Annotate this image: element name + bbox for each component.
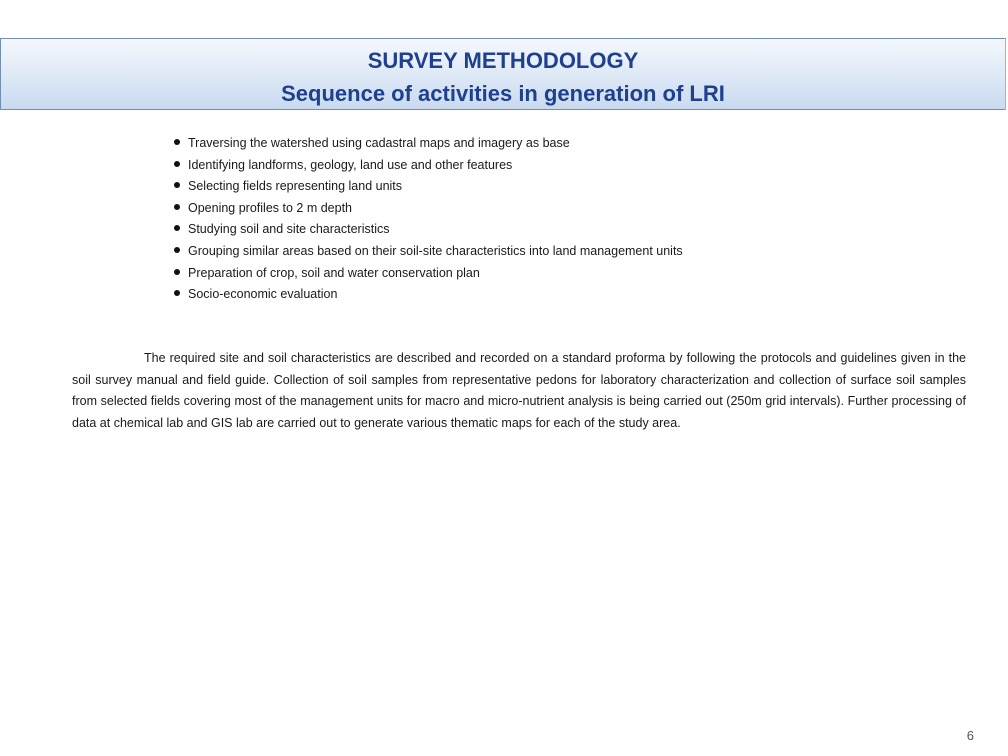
bullet-icon — [174, 247, 180, 253]
list-item — [174, 241, 683, 263]
bullet-icon — [174, 182, 180, 188]
list-item-text: Selecting fields representing land units — [188, 179, 403, 194]
list-item-text: Socio-economic evaluation — [188, 287, 338, 302]
activity-list — [174, 133, 683, 306]
list-item-text: Preparation of crop, soil and water conservation plan — [188, 265, 480, 280]
list-item-text: Traversing the watershed using cadastral maps and imagery as base — [188, 136, 570, 150]
list-item-text: Grouping similar areas based on their soil-site characteristics into land management units — [188, 243, 683, 258]
list-item — [174, 155, 683, 177]
page-number: 6 — [966, 728, 974, 743]
page-title: SURVEY METHODOLOGY — [367, 48, 639, 73]
list-item — [174, 133, 683, 155]
list-item-text: Opening profiles to 2 m depth — [188, 200, 352, 215]
bullet-icon — [174, 269, 180, 275]
list-item — [174, 219, 683, 241]
bullet-icon — [174, 290, 180, 296]
bullet-icon — [174, 161, 180, 167]
list-item — [174, 284, 683, 306]
list-item-text: Studying soil and site characteristics — [188, 222, 390, 237]
bullet-icon — [174, 139, 180, 145]
body-paragraph: The required site and soil characteristics are described and recorded on a standard proforma by following the protocols and guidelines given in the soil survey manual and field guide. Collection of soil samples from representative pedons for laboratory characterization and collection of surface soil samples from selected fields covering most of the management units for macro and micro-nutrient analysis is being carried out (250m grid intervals). Further processing of data at chemical lab and GIS lab are carried out to generate various thematic maps for each of the study area. — [72, 351, 966, 430]
list-item-text: Identifying landforms, geology, land use and other features — [188, 157, 513, 172]
list-item — [174, 263, 683, 285]
bullet-icon — [174, 204, 180, 210]
bullet-icon — [174, 225, 180, 231]
title-banner — [0, 38, 1006, 110]
list-item — [174, 176, 683, 198]
list-item — [174, 198, 683, 220]
page-subtitle: Sequence of activities in generation of LRI — [281, 81, 725, 106]
